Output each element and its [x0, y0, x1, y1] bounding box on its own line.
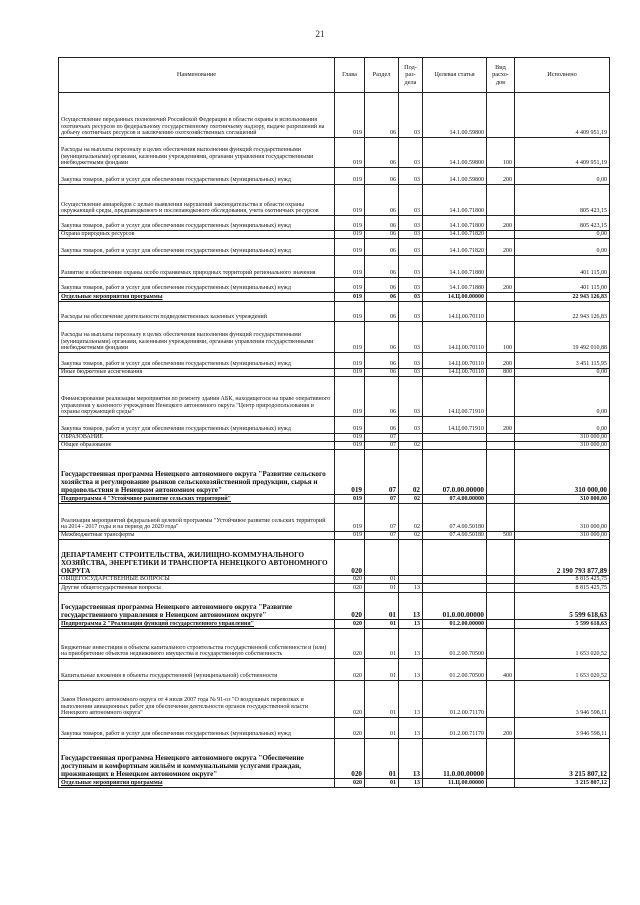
cell-article: 14.Ц.00.71910	[423, 417, 487, 434]
cell-name: Общее образование	[59, 442, 335, 450]
cell-article: 14.1.00.59800	[423, 168, 487, 185]
cell-section: 07	[365, 532, 399, 540]
cell-article	[423, 442, 487, 450]
cell-section: 01	[365, 718, 399, 739]
cell-name: ОБЩЕГОСУДАРСТВЕННЫЕ ВОПРОСЫ	[59, 576, 335, 584]
cell-article: 14.1.00.71880	[423, 278, 487, 293]
cell-chapter: 019	[335, 450, 365, 495]
cell-section: 06	[365, 293, 399, 302]
cell-section: 07	[365, 450, 399, 495]
header-section: Раздел	[365, 58, 399, 93]
cell-article: 07.4.00.00000	[423, 495, 487, 504]
table-row	[59, 278, 610, 293]
cell-section: 06	[365, 369, 399, 377]
header-subsection: Под-раз-дела	[399, 58, 423, 93]
table-row	[59, 620, 610, 629]
cell-subsection: 13	[399, 659, 423, 681]
cell-chapter: 020	[335, 659, 365, 681]
cell-section: 07	[365, 434, 399, 442]
cell-expense-type	[487, 739, 515, 779]
table-row	[59, 450, 610, 495]
cell-subsection: 03	[399, 93, 423, 138]
cell-name: ДЕПАРТАМЕНТ СТРОИТЕЛЬСТВА, ЖИЛИЩНО-КОММУНАЛЬНОГО ХОЗЯЙСТВА, ЭНЕРГЕТИКИ И ТРАНСПОРТА НЕНЕЦКОГО АВТОНОМНОГО ОКРУГА	[59, 540, 335, 576]
cell-name: Закупка товаров, работ и услуг для обеспечения государственных (муниципальных) нужд	[59, 278, 335, 293]
cell-executed: 3 451 115,95	[515, 353, 610, 369]
cell-chapter: 019	[335, 293, 365, 302]
cell-name: Расходы на выплаты персоналу в целях обеспечения выполнения функций государственными (муниципальными) органами, казенными учреждениями, органами управления государственными внебюджетными фондами	[59, 322, 335, 353]
cell-chapter: 019	[335, 185, 365, 216]
cell-subsection: 03	[399, 293, 423, 302]
cell-executed: 310 000,00	[515, 504, 610, 532]
cell-chapter: 019	[335, 278, 365, 293]
cell-subsection	[399, 434, 423, 442]
cell-executed: 5 599 618,63	[515, 593, 610, 620]
table-row	[59, 532, 610, 540]
cell-expense-type	[487, 620, 515, 629]
table-row	[59, 540, 610, 576]
cell-chapter: 020	[335, 718, 365, 739]
cell-expense-type	[487, 450, 515, 495]
table-row	[59, 256, 610, 278]
cell-chapter: 019	[335, 93, 365, 138]
cell-article: 07.4.00.50180	[423, 532, 487, 540]
cell-chapter: 019	[335, 369, 365, 377]
cell-expense-type	[487, 584, 515, 593]
cell-section: 07	[365, 504, 399, 532]
cell-article: 14.Ц.00.70110	[423, 353, 487, 369]
cell-article: 14.1.00.71800	[423, 185, 487, 216]
cell-executed: 3 946 598,11	[515, 681, 610, 718]
cell-subsection: 03	[399, 353, 423, 369]
cell-subsection: 13	[399, 629, 423, 659]
table-row	[59, 504, 610, 532]
cell-subsection: 13	[399, 620, 423, 629]
cell-section: 06	[365, 93, 399, 138]
cell-name: Осуществление авиарейдов с целью выявления нарушений законодательства в области охраны окружающей среды, предпаводкового и послепаводкового обследования, учета охотничьих ресурсов	[59, 185, 335, 216]
cell-section: 06	[365, 138, 399, 168]
cell-executed: 310 000,00	[515, 442, 610, 450]
cell-article: 01.2.00.71170	[423, 681, 487, 718]
cell-executed: 0,00	[515, 168, 610, 185]
table-row	[59, 322, 610, 353]
cell-subsection: 13	[399, 739, 423, 779]
cell-executed: 310 000,00	[515, 434, 610, 442]
cell-name: Другие общегосударственные вопросы	[59, 584, 335, 593]
cell-name: Бюджетные инвестиции в объекты капитального строительства государственной собственности и (или) на приобретение объектов недвижимого имущества в государственную собственность	[59, 629, 335, 659]
cell-expense-type	[487, 302, 515, 322]
cell-expense-type: 100	[487, 322, 515, 353]
cell-name: Межбюджетные трансферты	[59, 532, 335, 540]
cell-executed: 0,00	[515, 417, 610, 434]
table-row	[59, 216, 610, 231]
cell-chapter: 020	[335, 620, 365, 629]
cell-name: Государственная программа Ненецкого автономного округа "Развитие сельского хозяйства и регулирование рынков сельскохозяйственной продукции, сырья и продовольствия в Ненецком автономном округе"	[59, 450, 335, 495]
cell-subsection: 03	[399, 278, 423, 293]
cell-executed: 1 653 020,52	[515, 659, 610, 681]
cell-subsection	[399, 576, 423, 584]
cell-section: 06	[365, 216, 399, 231]
cell-expense-type	[487, 185, 515, 216]
cell-section: 01	[365, 593, 399, 620]
table-row	[59, 377, 610, 417]
cell-section: 06	[365, 302, 399, 322]
cell-chapter: 020	[335, 779, 365, 788]
cell-executed: 5 599 618,63	[515, 620, 610, 629]
cell-executed: 805 423,15	[515, 216, 610, 231]
cell-expense-type: 200	[487, 168, 515, 185]
cell-expense-type	[487, 681, 515, 718]
table-row	[59, 185, 610, 216]
cell-expense-type	[487, 495, 515, 504]
cell-chapter: 020	[335, 576, 365, 584]
cell-executed: 2 190 793 877,89	[515, 540, 610, 576]
cell-name: ОБРАЗОВАНИЕ	[59, 434, 335, 442]
cell-section	[365, 540, 399, 576]
table-row	[59, 659, 610, 681]
cell-article: 01.2.00.70500	[423, 629, 487, 659]
cell-section: 06	[365, 377, 399, 417]
cell-expense-type: 200	[487, 239, 515, 256]
table-row	[59, 93, 610, 138]
cell-article: 14.1.00.71820	[423, 239, 487, 256]
cell-name: Отдельные мероприятия программы	[59, 293, 335, 302]
cell-section: 06	[365, 278, 399, 293]
cell-chapter: 019	[335, 532, 365, 540]
cell-name: Закон Ненецкого автономного округа от 4 июля 2007 года № 91-оз "О воздушных перевозках и выполнении авиационных работ для обеспечения деятельности органов государственной власти Ненецкого автономного округа"	[59, 681, 335, 718]
budget-table	[58, 57, 610, 788]
cell-subsection: 03	[399, 138, 423, 168]
cell-section: 01	[365, 739, 399, 779]
cell-name: Расходы на обеспечение деятельности подведомственных казенных учреждений	[59, 302, 335, 322]
cell-expense-type: 200	[487, 353, 515, 369]
cell-subsection	[399, 540, 423, 576]
cell-subsection: 13	[399, 593, 423, 620]
cell-expense-type	[487, 504, 515, 532]
cell-subsection: 13	[399, 718, 423, 739]
cell-expense-type	[487, 377, 515, 417]
cell-executed: 3 215 807,12	[515, 739, 610, 779]
cell-section: 01	[365, 681, 399, 718]
cell-article: 01.2.00.71170	[423, 718, 487, 739]
cell-section: 06	[365, 185, 399, 216]
cell-subsection: 03	[399, 256, 423, 278]
cell-section: 01	[365, 584, 399, 593]
cell-subsection: 02	[399, 504, 423, 532]
cell-section: 07	[365, 495, 399, 504]
table-row	[59, 442, 610, 450]
cell-executed: 0,00	[515, 377, 610, 417]
cell-section: 06	[365, 322, 399, 353]
cell-chapter: 019	[335, 302, 365, 322]
cell-expense-type: 200	[487, 216, 515, 231]
cell-executed: 401 115,00	[515, 278, 610, 293]
cell-expense-type	[487, 629, 515, 659]
table-row	[59, 302, 610, 322]
cell-section: 06	[365, 231, 399, 239]
cell-chapter: 019	[335, 417, 365, 434]
cell-executed: 4 409 951,19	[515, 138, 610, 168]
cell-article: 14.Ц.00.70110	[423, 369, 487, 377]
table-row	[59, 718, 610, 739]
header-name: Наименование	[59, 58, 335, 93]
cell-name: Охрана природных ресурсов	[59, 231, 335, 239]
table-row	[59, 584, 610, 593]
cell-name: Расходы на выплаты персоналу в целях обеспечения выполнения функций государственными (муниципальными) органами, казенными учреждениями, органами управления государственными внебюджетными фондами	[59, 138, 335, 168]
cell-section: 06	[365, 239, 399, 256]
cell-name: Закупка товаров, работ и услуг для обеспечения государственных (муниципальных) нужд	[59, 417, 335, 434]
cell-name: Государственная программа Ненецкого автономного округа "Развитие государственного управления в Ненецком автономном округе"	[59, 593, 335, 620]
cell-executed: 8 815 425,75	[515, 576, 610, 584]
cell-article: 01.2.00.70500	[423, 659, 487, 681]
cell-expense-type	[487, 576, 515, 584]
page-number: 21	[315, 29, 325, 39]
cell-chapter: 019	[335, 377, 365, 417]
cell-article	[423, 434, 487, 442]
table-row	[59, 369, 610, 377]
cell-article: 14.1.00.71820	[423, 231, 487, 239]
cell-executed: 1 653 020,52	[515, 629, 610, 659]
cell-expense-type	[487, 540, 515, 576]
cell-section: 01	[365, 779, 399, 788]
cell-section: 06	[365, 168, 399, 185]
cell-chapter: 020	[335, 540, 365, 576]
cell-article: 11.0.00.00000	[423, 739, 487, 779]
cell-executed: 22 943 126,83	[515, 302, 610, 322]
table-row	[59, 231, 610, 239]
table-row	[59, 779, 610, 788]
cell-chapter: 019	[335, 504, 365, 532]
cell-expense-type	[487, 779, 515, 788]
cell-name: Закупка товаров, работ и услуг для обеспечения государственных (муниципальных) нужд	[59, 168, 335, 185]
cell-article: 14.Ц.00.70110	[423, 302, 487, 322]
table-row	[59, 593, 610, 620]
cell-subsection: 03	[399, 239, 423, 256]
cell-subsection: 03	[399, 231, 423, 239]
cell-executed: 805 423,15	[515, 185, 610, 216]
table-row	[59, 353, 610, 369]
cell-subsection: 02	[399, 450, 423, 495]
table-body	[59, 93, 610, 788]
cell-executed: 310 000,00	[515, 532, 610, 540]
cell-article: 14.1.00.59800	[423, 93, 487, 138]
table-row	[59, 681, 610, 718]
cell-name: Реализация мероприятий федеральной целевой программы "Устойчивое развитие сельских территорий на 2014 - 2017 годы и на период до 2020 года"	[59, 504, 335, 532]
cell-expense-type	[487, 434, 515, 442]
cell-article: 07.4.00.50180	[423, 504, 487, 532]
table-row	[59, 417, 610, 434]
cell-section: 06	[365, 353, 399, 369]
cell-name: Закупка товаров, работ и услуг для обеспечения государственных (муниципальных) нужд	[59, 239, 335, 256]
cell-article: 14.Ц.00.00000	[423, 293, 487, 302]
cell-subsection: 03	[399, 377, 423, 417]
cell-subsection: 03	[399, 185, 423, 216]
cell-article: 01.0.00.00000	[423, 593, 487, 620]
cell-chapter: 020	[335, 584, 365, 593]
cell-chapter: 019	[335, 216, 365, 231]
cell-article: 11.Ц.00.00000	[423, 779, 487, 788]
cell-subsection: 03	[399, 417, 423, 434]
cell-section: 01	[365, 576, 399, 584]
cell-expense-type: 100	[487, 138, 515, 168]
header-executed: Исполнено	[515, 58, 610, 93]
cell-chapter: 020	[335, 629, 365, 659]
cell-chapter: 019	[335, 168, 365, 185]
cell-expense-type: 500	[487, 532, 515, 540]
cell-chapter: 020	[335, 739, 365, 779]
cell-chapter: 019	[335, 138, 365, 168]
cell-name: Закупка товаров, работ и услуг для обеспечения государственных (муниципальных) нужд	[59, 216, 335, 231]
table-row	[59, 576, 610, 584]
table-row	[59, 629, 610, 659]
table-row	[59, 138, 610, 168]
cell-name: Закупка товаров, работ и услуг для обеспечения государственных (муниципальных) нужд	[59, 353, 335, 369]
cell-article	[423, 584, 487, 593]
cell-expense-type	[487, 442, 515, 450]
cell-expense-type: 400	[487, 659, 515, 681]
cell-expense-type	[487, 293, 515, 302]
table-header-row	[59, 58, 610, 93]
cell-executed: 22 943 126,83	[515, 293, 610, 302]
cell-name: Закупка товаров, работ и услуг для обеспечения государственных (муниципальных) нужд	[59, 718, 335, 739]
cell-name: Государственная программа Ненецкого автономного округа "Обеспечение доступным и комфортным жильём и коммунальными услугами граждан, проживающих в Ненецком автономном округе"	[59, 739, 335, 779]
cell-executed: 3 215 807,12	[515, 779, 610, 788]
cell-chapter: 019	[335, 231, 365, 239]
cell-subsection: 13	[399, 681, 423, 718]
cell-section: 07	[365, 442, 399, 450]
cell-section: 01	[365, 620, 399, 629]
table-row	[59, 495, 610, 504]
cell-section: 06	[365, 256, 399, 278]
cell-executed: 19 492 010,88	[515, 322, 610, 353]
cell-name: Финансирование реализации мероприятия по ремонту здания АБК, находящегося на праве оперативного управления у казенного учреждения Ненецкого автономного округа "Центр природопользования и охраны окружающей среды"	[59, 377, 335, 417]
cell-executed: 4 409 951,19	[515, 93, 610, 138]
cell-chapter: 019	[335, 434, 365, 442]
cell-section: 01	[365, 629, 399, 659]
cell-expense-type	[487, 256, 515, 278]
cell-executed: 8 815 425,75	[515, 584, 610, 593]
cell-executed: 310 000,00	[515, 495, 610, 504]
cell-name: Капитальные вложения в объекты государственной (муниципальной) собственности	[59, 659, 335, 681]
cell-subsection: 13	[399, 779, 423, 788]
cell-subsection: 03	[399, 168, 423, 185]
table-row	[59, 239, 610, 256]
cell-name: Осуществление переданных полномочий Российской Федерации в области охраны и использования охотничьих ресурсов по федеральному государственному охотничьему надзору, выдаче разрешений на добычу охотничьих ресурсов и заключению охотхозяйственных соглашений	[59, 93, 335, 138]
cell-article: 14.Ц.00.70110	[423, 322, 487, 353]
cell-chapter: 019	[335, 256, 365, 278]
cell-expense-type	[487, 231, 515, 239]
cell-subsection: 13	[399, 584, 423, 593]
table-row	[59, 434, 610, 442]
cell-section: 06	[365, 417, 399, 434]
cell-article: 14.1.00.59800	[423, 138, 487, 168]
cell-article: 14.Ц.00.71910	[423, 377, 487, 417]
cell-chapter: 019	[335, 322, 365, 353]
cell-executed: 0,00	[515, 239, 610, 256]
cell-expense-type: 200	[487, 417, 515, 434]
cell-subsection: 02	[399, 442, 423, 450]
cell-subsection: 03	[399, 369, 423, 377]
cell-executed: 401 115,00	[515, 256, 610, 278]
cell-expense-type: 800	[487, 369, 515, 377]
table-row	[59, 293, 610, 302]
cell-subsection: 02	[399, 495, 423, 504]
cell-chapter: 019	[335, 239, 365, 256]
cell-expense-type: 200	[487, 278, 515, 293]
cell-subsection: 03	[399, 302, 423, 322]
cell-expense-type: 200	[487, 718, 515, 739]
cell-name: Развитие и обеспечение охраны особо охраняемых природных территорий регионального значения	[59, 256, 335, 278]
cell-article: 14.1.00.71880	[423, 256, 487, 278]
cell-chapter: 019	[335, 442, 365, 450]
cell-article: 14.1.00.71800	[423, 216, 487, 231]
cell-chapter: 019	[335, 495, 365, 504]
cell-article: 01.2.00.00000	[423, 620, 487, 629]
cell-expense-type	[487, 593, 515, 620]
cell-executed: 0,00	[515, 231, 610, 239]
header-article: Целевая статья	[423, 58, 487, 93]
header-expense-type: Вид расхо-дов	[487, 58, 515, 93]
cell-subsection: 03	[399, 216, 423, 231]
cell-chapter: 019	[335, 353, 365, 369]
cell-article	[423, 576, 487, 584]
cell-name: Иные бюджетные ассигнования	[59, 369, 335, 377]
cell-section: 01	[365, 659, 399, 681]
cell-article	[423, 540, 487, 576]
cell-executed: 310 000,00	[515, 450, 610, 495]
cell-subsection: 03	[399, 322, 423, 353]
cell-expense-type	[487, 93, 515, 138]
cell-executed: 0,00	[515, 369, 610, 377]
table-row	[59, 168, 610, 185]
table-row	[59, 739, 610, 779]
header-chapter: Глава	[335, 58, 365, 93]
cell-name: Подпрограмма 4 "Устойчивое развитие сельских территорий"	[59, 495, 335, 504]
cell-name: Подпрограмма 2 "Реализация функций государственного управления"	[59, 620, 335, 629]
cell-subsection: 02	[399, 532, 423, 540]
cell-executed: 3 946 598,11	[515, 718, 610, 739]
cell-name: Отдельные мероприятия программы	[59, 779, 335, 788]
cell-article: 07.0.00.00000	[423, 450, 487, 495]
cell-chapter: 020	[335, 593, 365, 620]
cell-chapter: 020	[335, 681, 365, 718]
